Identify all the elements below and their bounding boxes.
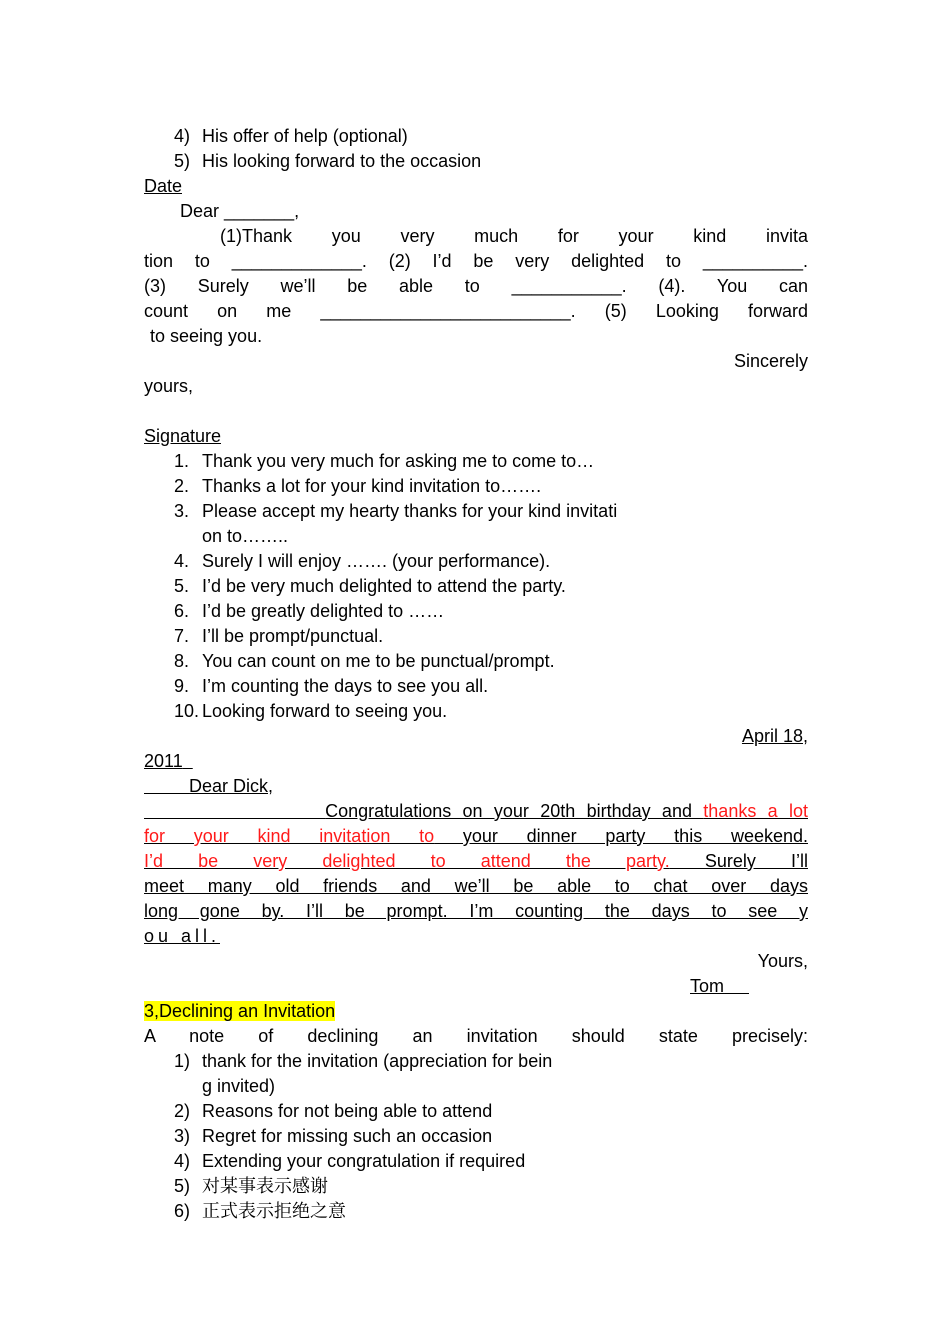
item-text: Reasons for not being able to attend bbox=[202, 1101, 493, 1121]
letter2-line2-text: your dinner party this weekend. bbox=[434, 826, 808, 846]
letter2-body-line bbox=[144, 799, 808, 824]
phrase-item bbox=[174, 699, 808, 724]
item-text: 正式表示拒绝之意 bbox=[202, 1201, 346, 1221]
declining-item bbox=[174, 1199, 808, 1224]
item-text: His offer of help (optional) bbox=[202, 126, 408, 146]
phrase-item bbox=[174, 649, 808, 674]
item-number: 5. bbox=[174, 576, 190, 596]
letter1-line: (1)Thank you very much for your kind invita bbox=[220, 226, 808, 246]
phrase-item-continuation: on to…….. bbox=[202, 526, 289, 546]
letter2-date-year bbox=[144, 749, 193, 774]
item-text: I’d be greatly delighted to …… bbox=[202, 601, 445, 621]
item-text: thank for the invitation (appreciation for bein bbox=[202, 1051, 553, 1071]
letter1-line: tion to _____________. (2) I’d be very delighted to __________. bbox=[144, 251, 808, 271]
declining-item bbox=[174, 1099, 808, 1124]
letter2-body-line bbox=[144, 849, 808, 874]
letter1-line: count on me _________________________. (5) Looking forward bbox=[144, 301, 808, 321]
item-number: 2. bbox=[174, 476, 190, 496]
item-text: I’d be very much delighted to attend the party. bbox=[202, 576, 566, 596]
date-label: Date bbox=[144, 176, 183, 196]
section3-heading-text: 3,Declining an Invitation bbox=[144, 1001, 336, 1021]
letter1-greeting: Dear _______, bbox=[180, 201, 300, 221]
item-number: 5) bbox=[174, 1176, 191, 1196]
letter1-line: (3) Surely we’ll be able to ___________. (4). You can bbox=[144, 276, 808, 296]
section3-heading bbox=[144, 999, 335, 1024]
item-number: 10. bbox=[174, 701, 200, 721]
letter2-date-line2: 2011 bbox=[144, 751, 183, 771]
letter2-signature-text: Tom bbox=[690, 976, 725, 996]
item-text: I’m counting the days to see you all. bbox=[202, 676, 489, 696]
item-number: 1) bbox=[174, 1051, 191, 1071]
phrase-item bbox=[174, 674, 808, 699]
item-number: 8. bbox=[174, 651, 190, 671]
format-item bbox=[174, 149, 808, 174]
letter2-line1-text: Congratulations on your 20th birthday and bbox=[325, 801, 704, 821]
declining-item bbox=[174, 1149, 808, 1174]
declining-item bbox=[174, 1174, 808, 1199]
letter1-line: to seeing you. bbox=[150, 326, 263, 346]
letter2-body-line bbox=[144, 824, 808, 849]
phrase-item bbox=[174, 599, 808, 624]
phrase-item bbox=[174, 574, 808, 599]
letter2-date-line1: April 18, bbox=[741, 726, 808, 746]
letter2-line3-text: Surely I’ll bbox=[669, 851, 808, 871]
declining-item-continuation: g invited) bbox=[202, 1076, 276, 1096]
item-number: 4) bbox=[174, 1151, 191, 1171]
item-number: 4) bbox=[174, 126, 191, 146]
letter2-date bbox=[144, 724, 808, 749]
item-text: Regret for missing such an occasion bbox=[202, 1126, 493, 1146]
phrase-item bbox=[174, 449, 808, 474]
item-number: 7. bbox=[174, 626, 190, 646]
item-number: 5) bbox=[174, 151, 191, 171]
item-text: Looking forward to seeing you. bbox=[202, 701, 448, 721]
format-item bbox=[174, 124, 808, 149]
signature-label: Signature bbox=[144, 426, 222, 446]
item-text: Surely I will enjoy ……. (your performance). bbox=[202, 551, 551, 571]
item-number: 3) bbox=[174, 1126, 191, 1146]
letter2-greeting bbox=[144, 774, 808, 799]
letter1-closing: Sincerely bbox=[733, 351, 808, 371]
declining-item bbox=[174, 1124, 808, 1149]
declining-item bbox=[174, 1049, 808, 1074]
item-text: Extending your congratulation if required bbox=[202, 1151, 526, 1171]
item-text: 对某事表示感谢 bbox=[202, 1176, 328, 1196]
phrase-item bbox=[174, 474, 808, 499]
item-text: Thank you very much for asking me to come to… bbox=[202, 451, 595, 471]
item-number: 6) bbox=[174, 1201, 191, 1221]
letter2-body-line: meet many old friends and we’ll be able to chat over days bbox=[144, 876, 808, 896]
letter2-signature bbox=[690, 974, 749, 999]
letter1-closing-yours: yours, bbox=[144, 376, 194, 396]
item-number: 6. bbox=[174, 601, 190, 621]
letter2-line2-red: for your kind invitation to bbox=[144, 826, 435, 846]
letter2-body-line: long gone by. I’ll be prompt. I’m counting the days to see y bbox=[144, 901, 808, 921]
letter2-line1-red: thanks a lot bbox=[703, 801, 808, 821]
letter2-line3-red: I’d be very delighted to attend the party. bbox=[144, 851, 670, 871]
letter2-body-line: ou all. bbox=[144, 926, 221, 946]
item-text: Please accept my hearty thanks for your kind invitati bbox=[202, 501, 618, 521]
item-text: Thanks a lot for your kind invitation to……. bbox=[202, 476, 542, 496]
letter2-closing: Yours, bbox=[757, 951, 808, 971]
item-number: 2) bbox=[174, 1101, 191, 1121]
item-text: I’ll be prompt/punctual. bbox=[202, 626, 384, 646]
item-number: 1. bbox=[174, 451, 190, 471]
item-text: His looking forward to the occasion bbox=[202, 151, 482, 171]
phrase-item bbox=[174, 499, 808, 524]
phrase-item bbox=[174, 624, 808, 649]
item-number: 4. bbox=[174, 551, 190, 571]
phrase-item bbox=[174, 549, 808, 574]
letter2-greeting-text: Dear Dick, bbox=[189, 776, 274, 796]
item-number: 3. bbox=[174, 501, 190, 521]
item-text: You can count on me to be punctual/prompt. bbox=[202, 651, 555, 671]
section3-intro: A note of declining an invitation should state precisely: bbox=[144, 1026, 808, 1046]
item-number: 9. bbox=[174, 676, 190, 696]
